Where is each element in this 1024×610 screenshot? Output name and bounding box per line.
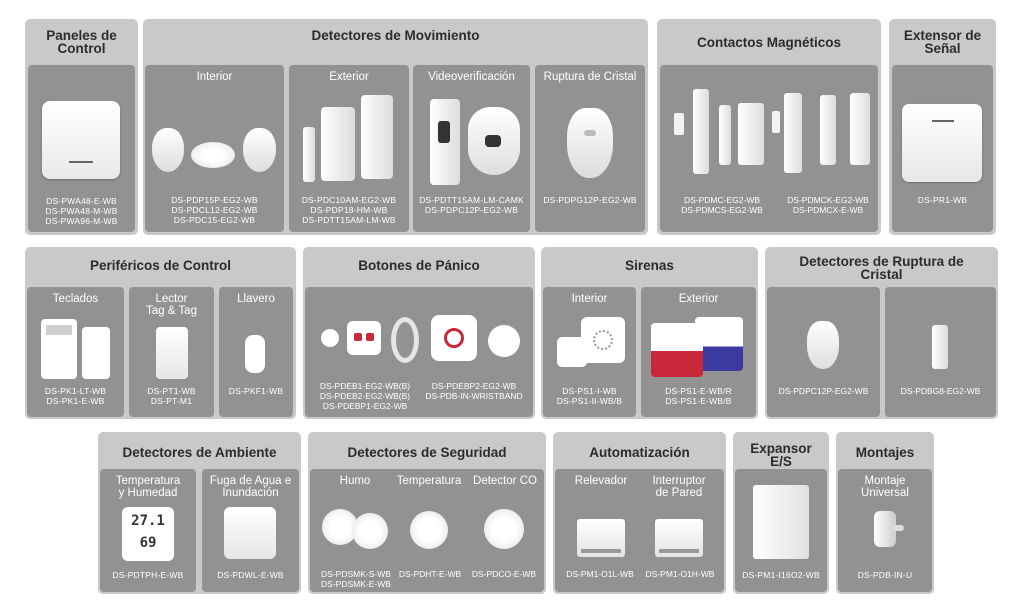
model-list-left: DS-PDEB1-EG2-WB(B) DS-PDEB2-EG2-WB(B) DS-PDEBP1-EG2-WB xyxy=(319,381,411,411)
relay-module-icon xyxy=(577,519,625,557)
glass-break-sensor-icon xyxy=(932,325,948,369)
group-title: Detectores de Ambiente xyxy=(122,445,277,460)
keyfob-icon xyxy=(245,335,265,373)
panel-llavero xyxy=(219,287,293,417)
model-list: DS-PDC10AM-EG2-WB DS-PDP18-HM-WB DS-PDTT15AM-LM-WB xyxy=(301,195,397,225)
sub-title: Temperatura y Humedad xyxy=(115,475,181,499)
group-detectores-ambiente xyxy=(98,432,301,594)
panel-paneles xyxy=(28,65,135,232)
indoor-siren-icon xyxy=(581,317,625,363)
sub-title: Exterior xyxy=(678,293,719,305)
panel-interior xyxy=(145,65,284,232)
group-title: Detectores de Movimiento xyxy=(311,28,480,43)
group-title: Paneles de Control xyxy=(46,28,117,56)
display-temperature: 27.1 xyxy=(131,513,165,529)
model-list-left: DS-PDPC12P-EG2-WB xyxy=(778,386,869,396)
group-expansor xyxy=(733,432,829,594)
io-expander-icon xyxy=(753,485,809,559)
outdoor-siren-red-icon xyxy=(651,323,703,377)
group-detectores-movimiento xyxy=(143,19,648,235)
group-title: Extensor de Señal xyxy=(903,28,982,56)
model-list: DS-PDWL-E-WB xyxy=(217,570,284,580)
panel-panico xyxy=(305,287,533,417)
door-contact-icon xyxy=(674,113,684,135)
pir-detector-icon xyxy=(243,128,276,172)
model-list: DS-PM1-I16O2-WB xyxy=(742,570,820,580)
sub-title: Exterior xyxy=(329,71,369,83)
group-perifericos-control xyxy=(25,247,296,419)
hub-device-icon xyxy=(42,101,120,179)
sub-title: Interior xyxy=(196,71,233,83)
panel-exterior xyxy=(289,65,409,232)
glass-break-detector-icon xyxy=(567,108,613,178)
model-list-right: DS-PDEBP2-EG2-WB DS-PDB-IN-WRISTBAND xyxy=(425,381,523,401)
panel-ruptura-left xyxy=(767,287,880,417)
panel-fuga-agua xyxy=(202,469,299,592)
panel-extensor xyxy=(892,65,993,232)
camera-outdoor-icon xyxy=(430,99,460,185)
model-list: DS-PT1-WB DS-PT-M1 xyxy=(147,386,196,406)
display-humidity: 69 xyxy=(139,535,157,551)
group-title: Detectores de Seguridad xyxy=(347,445,507,460)
sub-title: Llavero xyxy=(237,293,275,305)
model-list: DS-PDTPH-E-WB xyxy=(112,570,184,580)
group-ruptura-cristal xyxy=(765,247,998,419)
model-list-humo: DS-PDSMK-S-WB DS-PDSMK-E-WB xyxy=(321,569,391,589)
co-detector-icon xyxy=(484,509,524,549)
group-title: Detectores de Ruptura de Cristal xyxy=(799,254,964,282)
model-list-temperatura: DS-PDHT-E-WB xyxy=(398,569,462,579)
door-contact-icon xyxy=(820,95,836,165)
keypad-icon xyxy=(41,319,77,379)
tag-reader-icon xyxy=(156,327,188,379)
panic-button-icon xyxy=(431,315,477,361)
model-list: DS-PKF1-WB xyxy=(228,386,284,396)
panic-button-icon xyxy=(488,325,520,357)
panel-ruptura-cristal xyxy=(535,65,645,232)
model-list-right: DS-PDBG8-EG2-WB xyxy=(900,386,981,396)
group-detectores-seguridad xyxy=(308,432,546,594)
door-contact-icon xyxy=(738,103,764,165)
group-title: Expansor E/S xyxy=(750,441,812,469)
sub-title-humo: Humo xyxy=(339,475,371,487)
water-leak-sensor-icon xyxy=(224,507,276,559)
repeater-device-icon xyxy=(902,104,982,182)
outdoor-detector-icon xyxy=(361,95,393,179)
group-extensor-senal xyxy=(889,19,996,235)
model-list-interruptor: DS-PM1-O1H-WB xyxy=(645,569,715,579)
smoke-detector-icon xyxy=(352,513,388,549)
relay-module-icon xyxy=(655,519,703,557)
sub-title: Interior xyxy=(571,293,608,305)
group-sirenas xyxy=(541,247,758,419)
model-list-left: DS-PDMC-EG2-WB DS-PDMCS-EG2-WB xyxy=(681,195,763,215)
glass-break-detector-icon xyxy=(807,321,839,369)
panel-sirena-interior xyxy=(543,287,636,417)
model-list: DS-PDB-IN-U xyxy=(857,570,913,580)
model-list-relevador: DS-PM1-O1L-WB xyxy=(566,569,634,579)
model-list: DS-PDP15P-EG2-WB DS-PDCL12-EG2-WB DS-PDC15-EG2-WB xyxy=(171,195,258,225)
model-list: DS-PS1-E-WB/R DS-PS1-E-WB/B xyxy=(665,386,732,406)
heat-detector-icon xyxy=(410,511,448,549)
sub-title-relevador: Relevador xyxy=(574,475,628,487)
door-contact-icon xyxy=(850,93,870,165)
panel-videoverificacion xyxy=(413,65,530,232)
group-botones-panico xyxy=(303,247,535,419)
sub-title-temperatura: Temperatura xyxy=(396,475,462,487)
thermometer-display-icon xyxy=(122,507,174,561)
panel-teclados xyxy=(27,287,124,417)
door-contact-icon xyxy=(693,89,709,174)
model-list: DS-PR1-WB xyxy=(917,195,968,205)
group-title: Sirenas xyxy=(625,258,674,273)
group-title: Automatización xyxy=(589,445,690,460)
model-list: DS-PK1-LT-WB DS-PK1-E-WB xyxy=(44,386,107,406)
wristband-icon xyxy=(391,317,419,363)
panel-ruptura-right xyxy=(885,287,996,417)
group-automatizacion xyxy=(553,432,726,594)
model-list: DS-PWA48-E-WB DS-PWA48-M-WB DS-PWA96-M-WB xyxy=(45,196,118,226)
sub-title-co: Detector CO xyxy=(473,475,537,487)
group-montajes xyxy=(836,432,934,594)
group-paneles-control xyxy=(25,19,138,235)
camera-pir-icon xyxy=(468,107,520,175)
panel-montaje-universal xyxy=(838,469,932,592)
panic-button-icon xyxy=(347,321,381,355)
sub-title: Teclados xyxy=(52,293,99,305)
model-list-co: DS-PDCO-E-WB xyxy=(471,569,537,579)
curtain-detector-icon xyxy=(303,127,315,182)
sub-title: Videoverificación xyxy=(428,71,515,83)
panic-button-icon xyxy=(321,329,339,347)
door-contact-icon xyxy=(719,105,731,165)
sub-title: Montaje Universal xyxy=(861,475,909,499)
model-list: DS-PDPG12P-EG2-WB xyxy=(543,195,637,205)
panel-temperatura-humedad xyxy=(100,469,196,592)
group-title: Periféricos de Control xyxy=(89,258,232,273)
panel-automatizacion xyxy=(555,469,724,592)
group-title: Botones de Pánico xyxy=(358,258,480,273)
group-contactos-magneticos xyxy=(657,19,881,235)
mount-bracket-icon xyxy=(874,511,896,547)
model-list: DS-PS1-I-WB DS-PS1-II-WB/B xyxy=(556,386,623,406)
panel-contactos xyxy=(660,65,878,232)
door-contact-icon xyxy=(772,111,780,133)
panel-lector xyxy=(129,287,214,417)
sub-title: Lector Tag & Tag xyxy=(146,293,197,317)
door-contact-icon xyxy=(784,93,802,173)
outdoor-detector-icon xyxy=(321,107,355,181)
sub-title: Fuga de Agua e Inundación xyxy=(209,475,292,499)
model-list: DS-PDTT15AM-LM-CAMK DS-PDPC12P-EG2-WB xyxy=(419,195,524,215)
pir-detector-icon xyxy=(152,128,184,172)
panel-expansor xyxy=(735,469,827,592)
sub-title-interruptor: Interruptor de Pared xyxy=(652,475,706,499)
panel-sirena-exterior xyxy=(641,287,756,417)
group-title: Montajes xyxy=(855,445,915,460)
ceiling-detector-icon xyxy=(191,142,235,168)
group-title: Contactos Magnéticos xyxy=(696,35,842,50)
model-list-right: DS-PDMCK-EG2-WB DS-PDMCX-E-WB xyxy=(787,195,869,215)
keypad-icon xyxy=(82,327,110,379)
sub-title: Ruptura de Cristal xyxy=(543,71,637,83)
panel-seguridad xyxy=(310,469,544,592)
